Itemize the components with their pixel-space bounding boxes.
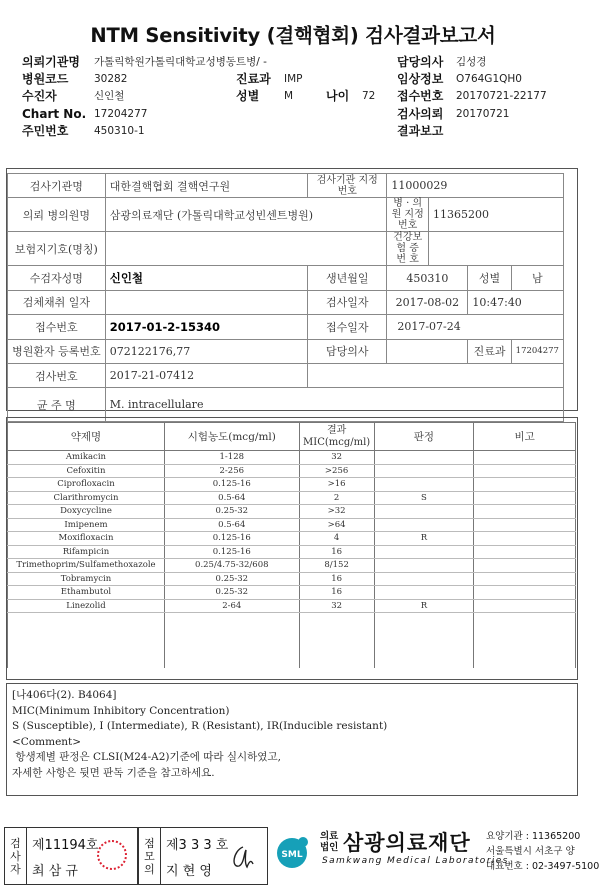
result-remark: [474, 464, 576, 478]
result-range: 1-128: [164, 451, 299, 465]
result-range: 2-256: [164, 464, 299, 478]
empty-row: [8, 657, 576, 668]
empty-cell: [299, 646, 374, 657]
result-row: [8, 599, 576, 613]
result-remark: [474, 491, 576, 505]
result-row: [8, 586, 576, 600]
reviewer-label-char: 모: [144, 849, 155, 863]
susceptibility-table: [7, 422, 576, 668]
result-drug: Clarithromycin: [8, 491, 165, 505]
header-label: 수진자: [22, 89, 57, 104]
result-interp: R: [374, 532, 474, 546]
health-label: 건강보험 증 번 호: [387, 232, 429, 266]
col-mic: 결과 MIC(mcg/ml): [299, 423, 374, 451]
result-drug: Ethambutol: [8, 586, 165, 600]
result-mic: 4: [299, 532, 374, 546]
empty-cell: [8, 657, 165, 668]
sml-logo-icon: [270, 829, 318, 883]
reviewer-box: [138, 827, 268, 885]
tester-name: 최 삼 규: [32, 864, 78, 879]
tester-label-char: 사: [10, 849, 21, 863]
result-remark: [474, 545, 576, 559]
lab-name-label: 검사기관명: [8, 174, 106, 198]
corp-label: [320, 831, 338, 853]
insurance-label: 보험지기호(명칭): [8, 232, 106, 266]
result-mic: 16: [299, 572, 374, 586]
result-remark: [474, 505, 576, 519]
req-hospital-label: 의뢰 병의원명: [8, 198, 106, 232]
result-range: 0.5-64: [164, 491, 299, 505]
result-mic: 2: [299, 491, 374, 505]
result-row: [8, 505, 576, 519]
empty-cell: [299, 657, 374, 668]
corp-label-line: 법인: [320, 842, 339, 853]
org-info: [486, 829, 599, 874]
reviewer-label: [139, 828, 161, 884]
result-row: [8, 545, 576, 559]
result-interp: S: [374, 491, 474, 505]
result-remark: [474, 451, 576, 465]
test-no-label: 검사번호: [8, 363, 106, 387]
report-header: [22, 54, 567, 140]
result-range: 0.125-16: [164, 532, 299, 546]
result-interp: [374, 505, 474, 519]
collect-date-label: 검체채취 일자: [8, 290, 106, 314]
empty-cell: [374, 657, 474, 668]
blank-cell: [308, 363, 564, 387]
result-remark: [474, 572, 576, 586]
result-drug: Ciprofloxacin: [8, 478, 165, 492]
header-label: 성별: [236, 89, 260, 104]
empty-cell: [474, 657, 576, 668]
doctor-label: 담당의사: [308, 339, 387, 363]
tester-label: [5, 828, 27, 884]
result-drug: Tobramycin: [8, 572, 165, 586]
result-range: 0.25-32: [164, 586, 299, 600]
result-remark: [474, 478, 576, 492]
empty-cell: [474, 635, 576, 646]
result-range: 0.125-16: [164, 545, 299, 559]
sex: 남: [511, 266, 563, 290]
org-info-line: 요양기관 : 11365200: [486, 831, 581, 842]
brand-name: 삼광의료재단: [343, 831, 471, 855]
lab-name: 대한결핵협회 결핵연구원: [105, 174, 307, 198]
col-drug: 약제명: [8, 423, 165, 451]
tester-seal-icon: [97, 840, 127, 870]
result-range: 2-64: [164, 599, 299, 613]
signature-icon: [227, 842, 257, 872]
header-value: 30282: [94, 73, 128, 86]
collect-date: [105, 290, 307, 314]
reviewer-label-char: 의: [144, 862, 155, 876]
test-no: 2017-21-07412: [105, 363, 307, 387]
org-info-line: 대표번호 : 02-3497-5100: [486, 861, 599, 872]
header-label: Chart No.: [22, 106, 87, 121]
result-mic: >16: [299, 478, 374, 492]
result-drug: Doxycycline: [8, 505, 165, 519]
note-line: 자세한 사항은 뒷면 판독 기준을 참고하세요.: [12, 766, 215, 779]
result-range: 0.25/4.75-32/608: [164, 559, 299, 573]
header-value: 김성경: [456, 56, 487, 68]
note-line: [나406다(2). B4064]: [12, 689, 117, 701]
result-interp: [374, 478, 474, 492]
header-label: 의뢰기관명: [22, 55, 80, 69]
tester-label-char: 검: [10, 836, 21, 850]
empty-cell: [374, 646, 474, 657]
header-label: 병원코드: [22, 72, 69, 87]
empty-row: [8, 624, 576, 635]
empty-cell: [299, 624, 374, 635]
note-line: MIC(Minimum Inhibitory Concentration): [12, 704, 230, 717]
recv-date: 2017-07-24: [387, 315, 564, 339]
reviewer-license-no: 제3 3 3 호: [166, 838, 229, 853]
header-label: 검사의뢰: [397, 106, 444, 121]
result-drug: Amikacin: [8, 451, 165, 465]
empty-row: [8, 646, 576, 657]
result-row: [8, 451, 576, 465]
header-value: 450310-1: [94, 124, 145, 137]
result-remark: [474, 599, 576, 613]
insurance: [105, 232, 387, 266]
result-mic: >256: [299, 464, 374, 478]
empty-cell: [164, 657, 299, 668]
doctor: [387, 339, 468, 363]
result-row: [8, 478, 576, 492]
header-label: 나이: [326, 89, 350, 104]
dept-label: 진료과: [468, 339, 511, 363]
empty-cell: [474, 646, 576, 657]
reviewer-label-char: 점: [144, 836, 155, 850]
empty-cell: [8, 624, 165, 635]
test-date-label: 검사일자: [308, 290, 387, 314]
reg-no: 072122176,77: [105, 339, 307, 363]
reg-no-label: 병원환자 등록번호: [8, 339, 106, 363]
result-interp: [374, 559, 474, 573]
lab-no-label: 검사기관 지정번호: [308, 174, 387, 198]
empty-row: [8, 635, 576, 646]
result-interp: [374, 464, 474, 478]
result-row: [8, 532, 576, 546]
result-mic: >32: [299, 505, 374, 519]
tester-label-char: 자: [10, 862, 21, 876]
report-title: NTM Sensitivity (결핵협회) 검사결과보고서: [90, 24, 496, 47]
result-interp: [374, 451, 474, 465]
header-value: O764G1QH0: [456, 73, 522, 86]
result-drug: Imipenem: [8, 518, 165, 532]
result-interp: [374, 545, 474, 559]
header-label: 진료과: [236, 72, 271, 87]
empty-cell: [8, 613, 165, 624]
empty-cell: [164, 613, 299, 624]
empty-cell: [164, 635, 299, 646]
result-range: 0.5-64: [164, 518, 299, 532]
header-value: 17204277: [94, 107, 148, 120]
logo-text: SML: [281, 850, 303, 860]
result-row: [8, 572, 576, 586]
note-line: S (Susceptible), I (Intermediate), R (Resistant), IR(Inducible resistant): [12, 720, 388, 732]
test-date: 2017-08-02: [387, 290, 468, 314]
result-interp: [374, 572, 474, 586]
empty-cell: [8, 635, 165, 646]
accession-label: 접수번호: [8, 315, 106, 339]
corp-label-line: 의료: [320, 831, 339, 842]
header-label: 결과보고: [397, 123, 444, 138]
note-line: 항생제별 판정은 CLSI(M24-A2)기준에 따라 실시하였고,: [12, 751, 281, 763]
header-value: 20170721-22177: [456, 90, 547, 103]
col-remark: 비고: [474, 423, 576, 451]
header-value: 가톨릭학원가톨릭대학교성병동트병/ -: [94, 56, 267, 68]
sex-label: 성별: [468, 266, 511, 290]
result-drug: Rifampicin: [8, 545, 165, 559]
result-remark: [474, 586, 576, 600]
result-mic: 8/152: [299, 559, 374, 573]
result-row: [8, 559, 576, 573]
tester-license-no: 제11194호: [32, 838, 99, 853]
header-value: 신인철: [94, 90, 125, 103]
result-mic: 32: [299, 599, 374, 613]
result-drug: Linezolid: [8, 599, 165, 613]
header-label: 주민번호: [22, 123, 69, 138]
result-drug: Moxifloxacin: [8, 532, 165, 546]
lab-no: 11000029: [387, 174, 564, 198]
empty-cell: [299, 635, 374, 646]
result-range: 0.125-16: [164, 478, 299, 492]
result-mic: 16: [299, 545, 374, 559]
result-interp: [374, 518, 474, 532]
result-range: 0.25-32: [164, 505, 299, 519]
empty-cell: [8, 646, 165, 657]
req-hospital: 삼광의료재단 (가톨릭대학교성빈센트병원): [105, 198, 387, 232]
empty-cell: [374, 635, 474, 646]
col-interp: 판정: [374, 423, 474, 451]
header-label: 접수번호: [397, 89, 444, 104]
empty-cell: [164, 646, 299, 657]
note-line: <Comment>: [12, 735, 82, 748]
result-row: [8, 491, 576, 505]
recv-date-label: 접수일자: [308, 315, 387, 339]
test-time: 10:47:40: [468, 290, 564, 314]
patient-label: 수검자성명: [8, 266, 106, 290]
req-no-label: 병 · 의원 지정번호: [387, 198, 429, 232]
result-range: 0.25-32: [164, 572, 299, 586]
dob: 450310: [387, 266, 468, 290]
col-range: 시험농도(mcg/ml): [164, 423, 299, 451]
empty-cell: [374, 624, 474, 635]
empty-cell: [164, 624, 299, 635]
org-info-line: 서울특별시 서초구 양: [486, 846, 575, 857]
notes: [12, 688, 572, 781]
dob-label: 생년월일: [308, 266, 387, 290]
result-remark: [474, 532, 576, 546]
organism-label: 균 주 명: [8, 388, 106, 422]
result-row: [8, 464, 576, 478]
result-mic: 32: [299, 451, 374, 465]
header-label: 임상정보: [397, 72, 444, 87]
organism: M. intracellulare: [105, 388, 563, 422]
header-value: IMP: [284, 73, 303, 86]
result-mic: 16: [299, 586, 374, 600]
header-value: 72: [362, 90, 376, 103]
brand-english: Samkwang Medical Laboratories: [322, 856, 509, 866]
header-value: 20170721: [456, 107, 510, 120]
result-remark: [474, 559, 576, 573]
accession-no: 2017-01-2-15340: [105, 315, 307, 339]
empty-cell: [474, 613, 576, 624]
reviewer-name: 지 현 영: [166, 864, 212, 879]
result-remark: [474, 518, 576, 532]
health-no: [429, 232, 564, 266]
footer: [4, 827, 599, 887]
patient-info-table: [7, 173, 564, 422]
dept: 17204277: [511, 339, 563, 363]
empty-cell: [374, 613, 474, 624]
empty-row: [8, 613, 576, 624]
tester-box: [4, 827, 138, 885]
result-drug: Cefoxitin: [8, 464, 165, 478]
header-value: M: [284, 90, 294, 103]
result-drug: Trimethoprim/Sulfamethoxazole: [8, 559, 165, 573]
result-row: [8, 518, 576, 532]
empty-cell: [474, 624, 576, 635]
result-interp: [374, 586, 474, 600]
header-label: 담당의사: [397, 55, 444, 69]
result-interp: R: [374, 599, 474, 613]
req-no: 11365200: [429, 198, 564, 232]
empty-cell: [299, 613, 374, 624]
patient-name: 신인철: [105, 266, 307, 290]
result-mic: >64: [299, 518, 374, 532]
